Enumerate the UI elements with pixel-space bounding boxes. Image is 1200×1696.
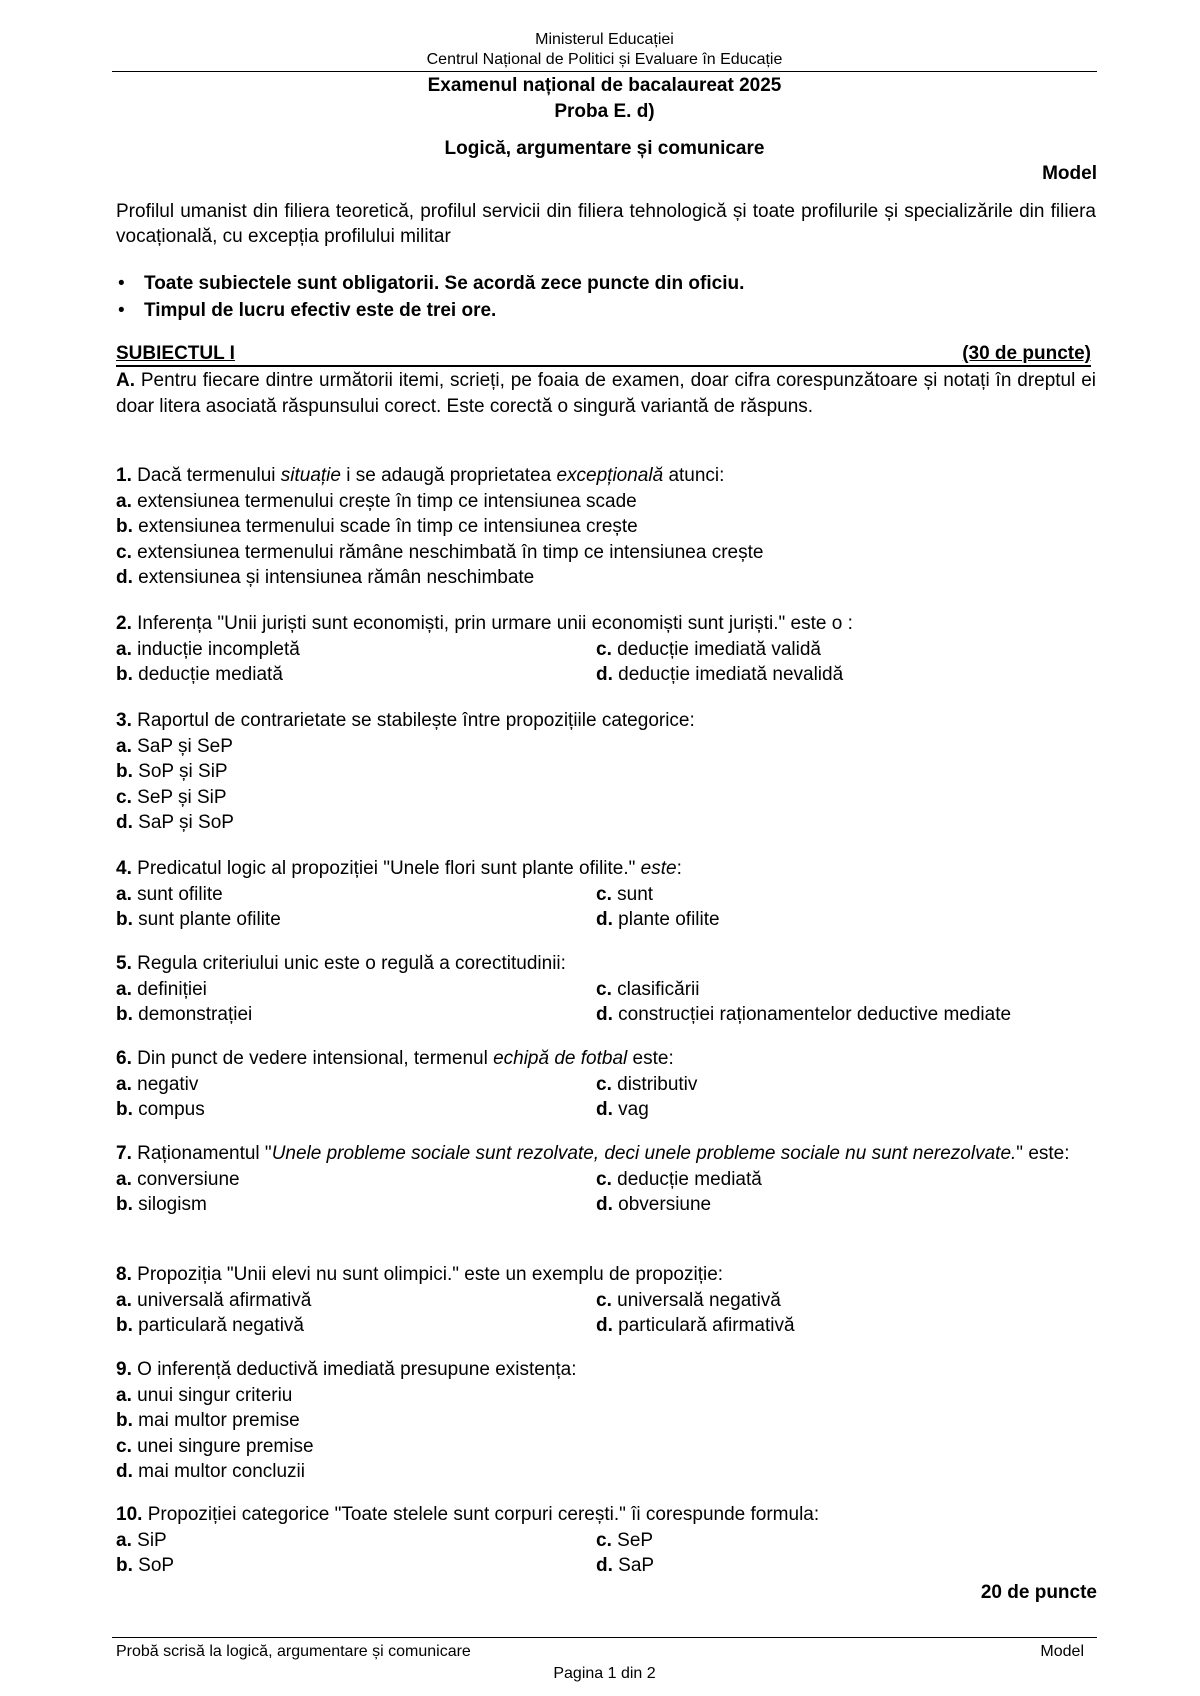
option-text: universală negativă [617,1289,781,1311]
option-text: extensiunea termenului scade în timp ce intensiunea crește [138,516,638,537]
option-text: deducție mediată [138,664,283,685]
option-c [596,1288,1096,1314]
option-b [116,1553,596,1579]
option-letter: d. [596,1315,613,1336]
stem-text: Regula criteriului unic este o regulă a corectitudinii: [137,953,566,974]
option-letter: d. [116,567,133,588]
stem-text: Raționamentul " [137,1143,272,1164]
option-text: inducție incompletă [137,638,300,660]
option-d [116,1459,1096,1485]
profile-text: Profilul umanist din filiera teoretică, profilul servicii din filiera tehnologică și toate profilurile și specializările din filiera vocațională, cu excepția profilului militar [116,201,1096,247]
option-a [116,1383,1096,1409]
option-text: SoP și SiP [138,761,228,782]
question-number: 9. [116,1359,132,1380]
option-d [116,810,1096,836]
question-10 [116,1502,1096,1579]
option-text: negativ [137,1073,199,1095]
option-text: sunt plante ofilite [138,909,281,930]
option-letter: b. [116,664,133,685]
question-number: 4. [116,858,132,879]
option-d [596,1002,1096,1028]
option-c [116,785,1096,811]
question-number: 3. [116,710,132,731]
option-letter: c. [116,541,132,563]
option-d [596,662,1096,688]
stem-text: Raportul de contrarietate se stabilește între propozițiile categorice: [137,710,695,731]
option-a [116,489,1096,515]
stem-italic: Unele probleme sociale sunt rezolvate, deci unele probleme sociale nu sunt nerezolvate. [271,1143,1017,1164]
option-letter: a. [116,1289,132,1311]
question-number: 6. [116,1048,132,1069]
question-7 [116,1141,1096,1218]
option-letter: b. [116,1194,133,1215]
header-center: Centrul Național de Politici și Evaluare în Educație [426,51,783,68]
stem-text: Predicatul logic al propoziției "Unele flori sunt plante ofilite." [137,858,641,879]
option-text: clasificării [617,978,700,1000]
stem-text: i se adaugă proprietatea [340,465,557,486]
option-text: deducție imediată validă [617,638,821,660]
option-b [116,1192,596,1218]
option-text: SaP și SeP [137,735,233,757]
option-d [596,907,1096,933]
option-text: universală afirmativă [137,1289,312,1311]
option-b [116,662,596,688]
option-a [116,1167,596,1193]
section-points: (30 de puncte) [962,343,1091,364]
stem-text: " este: [1016,1143,1070,1164]
option-letter: c. [596,978,612,1000]
option-text: SeP și SiP [137,786,227,808]
stem-italic: excepțională [556,465,664,486]
instruction-item [116,297,1096,324]
subject-title: Logică, argumentare și comunicare [444,138,765,159]
option-c [596,637,1096,663]
exam-title: Examenul național de bacalaureat 2025 [427,75,782,96]
option-text: SaP și SoP [138,812,234,833]
option-letter: a. [116,1529,132,1551]
model-label: Model [1042,163,1097,184]
option-c [596,1072,1096,1098]
option-text: SeP [617,1529,654,1551]
option-b [116,1313,596,1339]
option-b [116,907,596,933]
option-text: obversiune [618,1194,712,1215]
option-letter: c. [116,786,132,808]
option-letter: b. [116,761,133,782]
part-a-label: A. [116,370,135,391]
option-d [596,1313,1096,1339]
option-letter: d. [596,664,613,685]
section-rule [116,365,1091,367]
option-letter: a. [116,883,132,905]
option-letter: d. [116,812,133,833]
question-number: 1. [116,465,132,486]
question-3 [116,708,1096,836]
stem-text: Din punct de vedere intensional, termenul [137,1048,494,1069]
option-text: deducție mediată [617,1168,762,1190]
page-number: Pagina 1 din 2 [553,1665,656,1682]
option-letter: b. [116,1004,133,1025]
option-letter: c. [116,1435,132,1457]
header-rule [112,71,1097,72]
option-a [116,882,596,908]
instruction-item [116,270,1096,297]
option-letter: d. [596,1099,613,1120]
option-text: SiP [137,1529,167,1551]
option-letter: a. [116,735,132,757]
instructions-list [116,270,1096,324]
option-a [116,734,1096,760]
option-letter: c. [596,883,612,905]
option-letter: b. [116,1315,133,1336]
option-letter: a. [116,1384,132,1406]
option-letter: b. [116,909,133,930]
question-4 [116,856,1096,933]
option-text: extensiunea termenului rămâne neschimbată în timp ce intensiunea crește [137,541,764,563]
header-ministry: Ministerul Educației [535,31,674,48]
option-d [596,1097,1096,1123]
footer [116,1642,1084,1662]
question-9 [116,1357,1096,1485]
option-a [116,1072,596,1098]
option-text: demonstrației [138,1004,253,1025]
stem-italic: echipă de fotbal [493,1048,628,1069]
question-8 [116,1262,1096,1339]
option-letter: a. [116,1168,132,1190]
question-number: 8. [116,1264,132,1285]
option-letter: c. [596,638,612,660]
option-text: deducție imediată nevalidă [618,664,844,685]
bullet-icon: • [118,300,125,321]
instruction-text: Toate subiectele sunt obligatorii. Se acordă zece puncte din oficiu. [144,273,745,294]
question-number: 7. [116,1143,132,1164]
option-letter: b. [116,516,133,537]
option-text: SaP [618,1555,655,1576]
question-5 [116,951,1096,1028]
option-text: extensiunea termenului crește în timp ce intensiunea scade [137,490,637,512]
option-b [116,1097,596,1123]
section-heading [116,342,1091,366]
option-text: sunt ofilite [137,883,223,905]
option-letter: a. [116,490,132,512]
option-b [116,1408,1096,1434]
part-a-instructions [116,368,1096,419]
question-number: 5. [116,953,132,974]
option-d [596,1192,1096,1218]
option-c [596,1528,1096,1554]
option-a [116,1288,596,1314]
option-letter: c. [596,1289,612,1311]
option-text: mai multor concluzii [138,1461,305,1482]
option-letter: d. [596,1555,613,1576]
option-b [116,514,1096,540]
option-text: compus [138,1099,205,1120]
option-text: silogism [138,1194,207,1215]
option-c [596,1167,1096,1193]
stem-text: Dacă termenului [137,465,281,486]
option-text: mai multor premise [138,1410,300,1431]
bullet-icon: • [118,273,125,294]
stem-text: Propoziția "Unii elevi nu sunt olimpici." este un exemplu de propoziție: [137,1264,724,1285]
question-6 [116,1046,1096,1123]
option-c [596,977,1096,1003]
proba-title: Proba E. d) [554,101,655,122]
option-letter: c. [596,1073,612,1095]
option-text: conversiune [137,1168,240,1190]
stem-text: Inferența "Unii juriști sunt economiști, prin urmare unii economiști sunt juriști." este o : [137,613,853,634]
option-letter: b. [116,1099,133,1120]
option-letter: d. [596,909,613,930]
stem-italic: situație [280,465,341,486]
option-letter: d. [596,1004,613,1025]
option-letter: c. [596,1529,612,1551]
question-2 [116,611,1096,688]
option-a [116,637,596,663]
footer-rule [112,1637,1097,1638]
option-c [596,882,1096,908]
stem-italic: este [640,858,677,879]
points-total: 20 de puncte [980,1582,1097,1603]
option-d [116,565,1096,591]
option-text: sunt [617,883,654,905]
footer-left: Probă scrisă la logică, argumentare și comunicare [116,1643,471,1660]
option-letter: d. [116,1461,133,1482]
option-text: unui singur criteriu [137,1384,293,1406]
option-letter: a. [116,978,132,1000]
option-text: construcției raționamentelor deductive mediate [618,1004,1012,1025]
option-b [116,1002,596,1028]
option-text: plante ofilite [618,909,720,930]
stem-text: : [676,858,682,879]
option-text: particulară afirmativă [618,1315,795,1336]
option-a [116,977,596,1003]
question-number: 2. [116,613,132,634]
option-letter: b. [116,1410,133,1431]
option-letter: a. [116,638,132,660]
option-text: SoP [138,1555,175,1576]
option-text: particulară negativă [138,1315,304,1336]
stem-text: Propoziției categorice "Toate stelele sunt corpuri cerești." îi corespunde formula: [147,1504,820,1525]
option-text: extensiunea și intensiunea rămân neschimbate [138,567,535,588]
option-letter: b. [116,1555,133,1576]
footer-right: Model [1040,1643,1084,1660]
option-letter: d. [596,1194,613,1215]
option-d [596,1553,1096,1579]
option-letter: c. [596,1168,612,1190]
option-text: definiției [137,978,207,1000]
option-letter: a. [116,1073,132,1095]
option-text: vag [618,1099,649,1120]
option-b [116,759,1096,785]
section-name: SUBIECTUL I [116,343,235,364]
option-a [116,1528,596,1554]
option-text: unei singure premise [137,1435,314,1457]
option-text: distributiv [617,1073,698,1095]
stem-text: atunci: [663,465,725,486]
question-1 [116,463,1096,591]
option-c [116,1434,1096,1460]
instruction-text: Timpul de lucru efectiv este de trei ore. [144,300,497,321]
stem-text: este: [627,1048,674,1069]
option-c [116,540,1096,566]
part-a-text: Pentru fiecare dintre următorii itemi, scrieți, pe foaia de examen, doar cifra corespunzătoare și notați în dreptul ei doar litera asociată răspunsului corect. Este corectă o singură variantă de răspuns. [116,370,1097,417]
question-number: 10. [116,1504,143,1525]
stem-text: O inferență deductivă imediată presupune existența: [137,1359,577,1380]
